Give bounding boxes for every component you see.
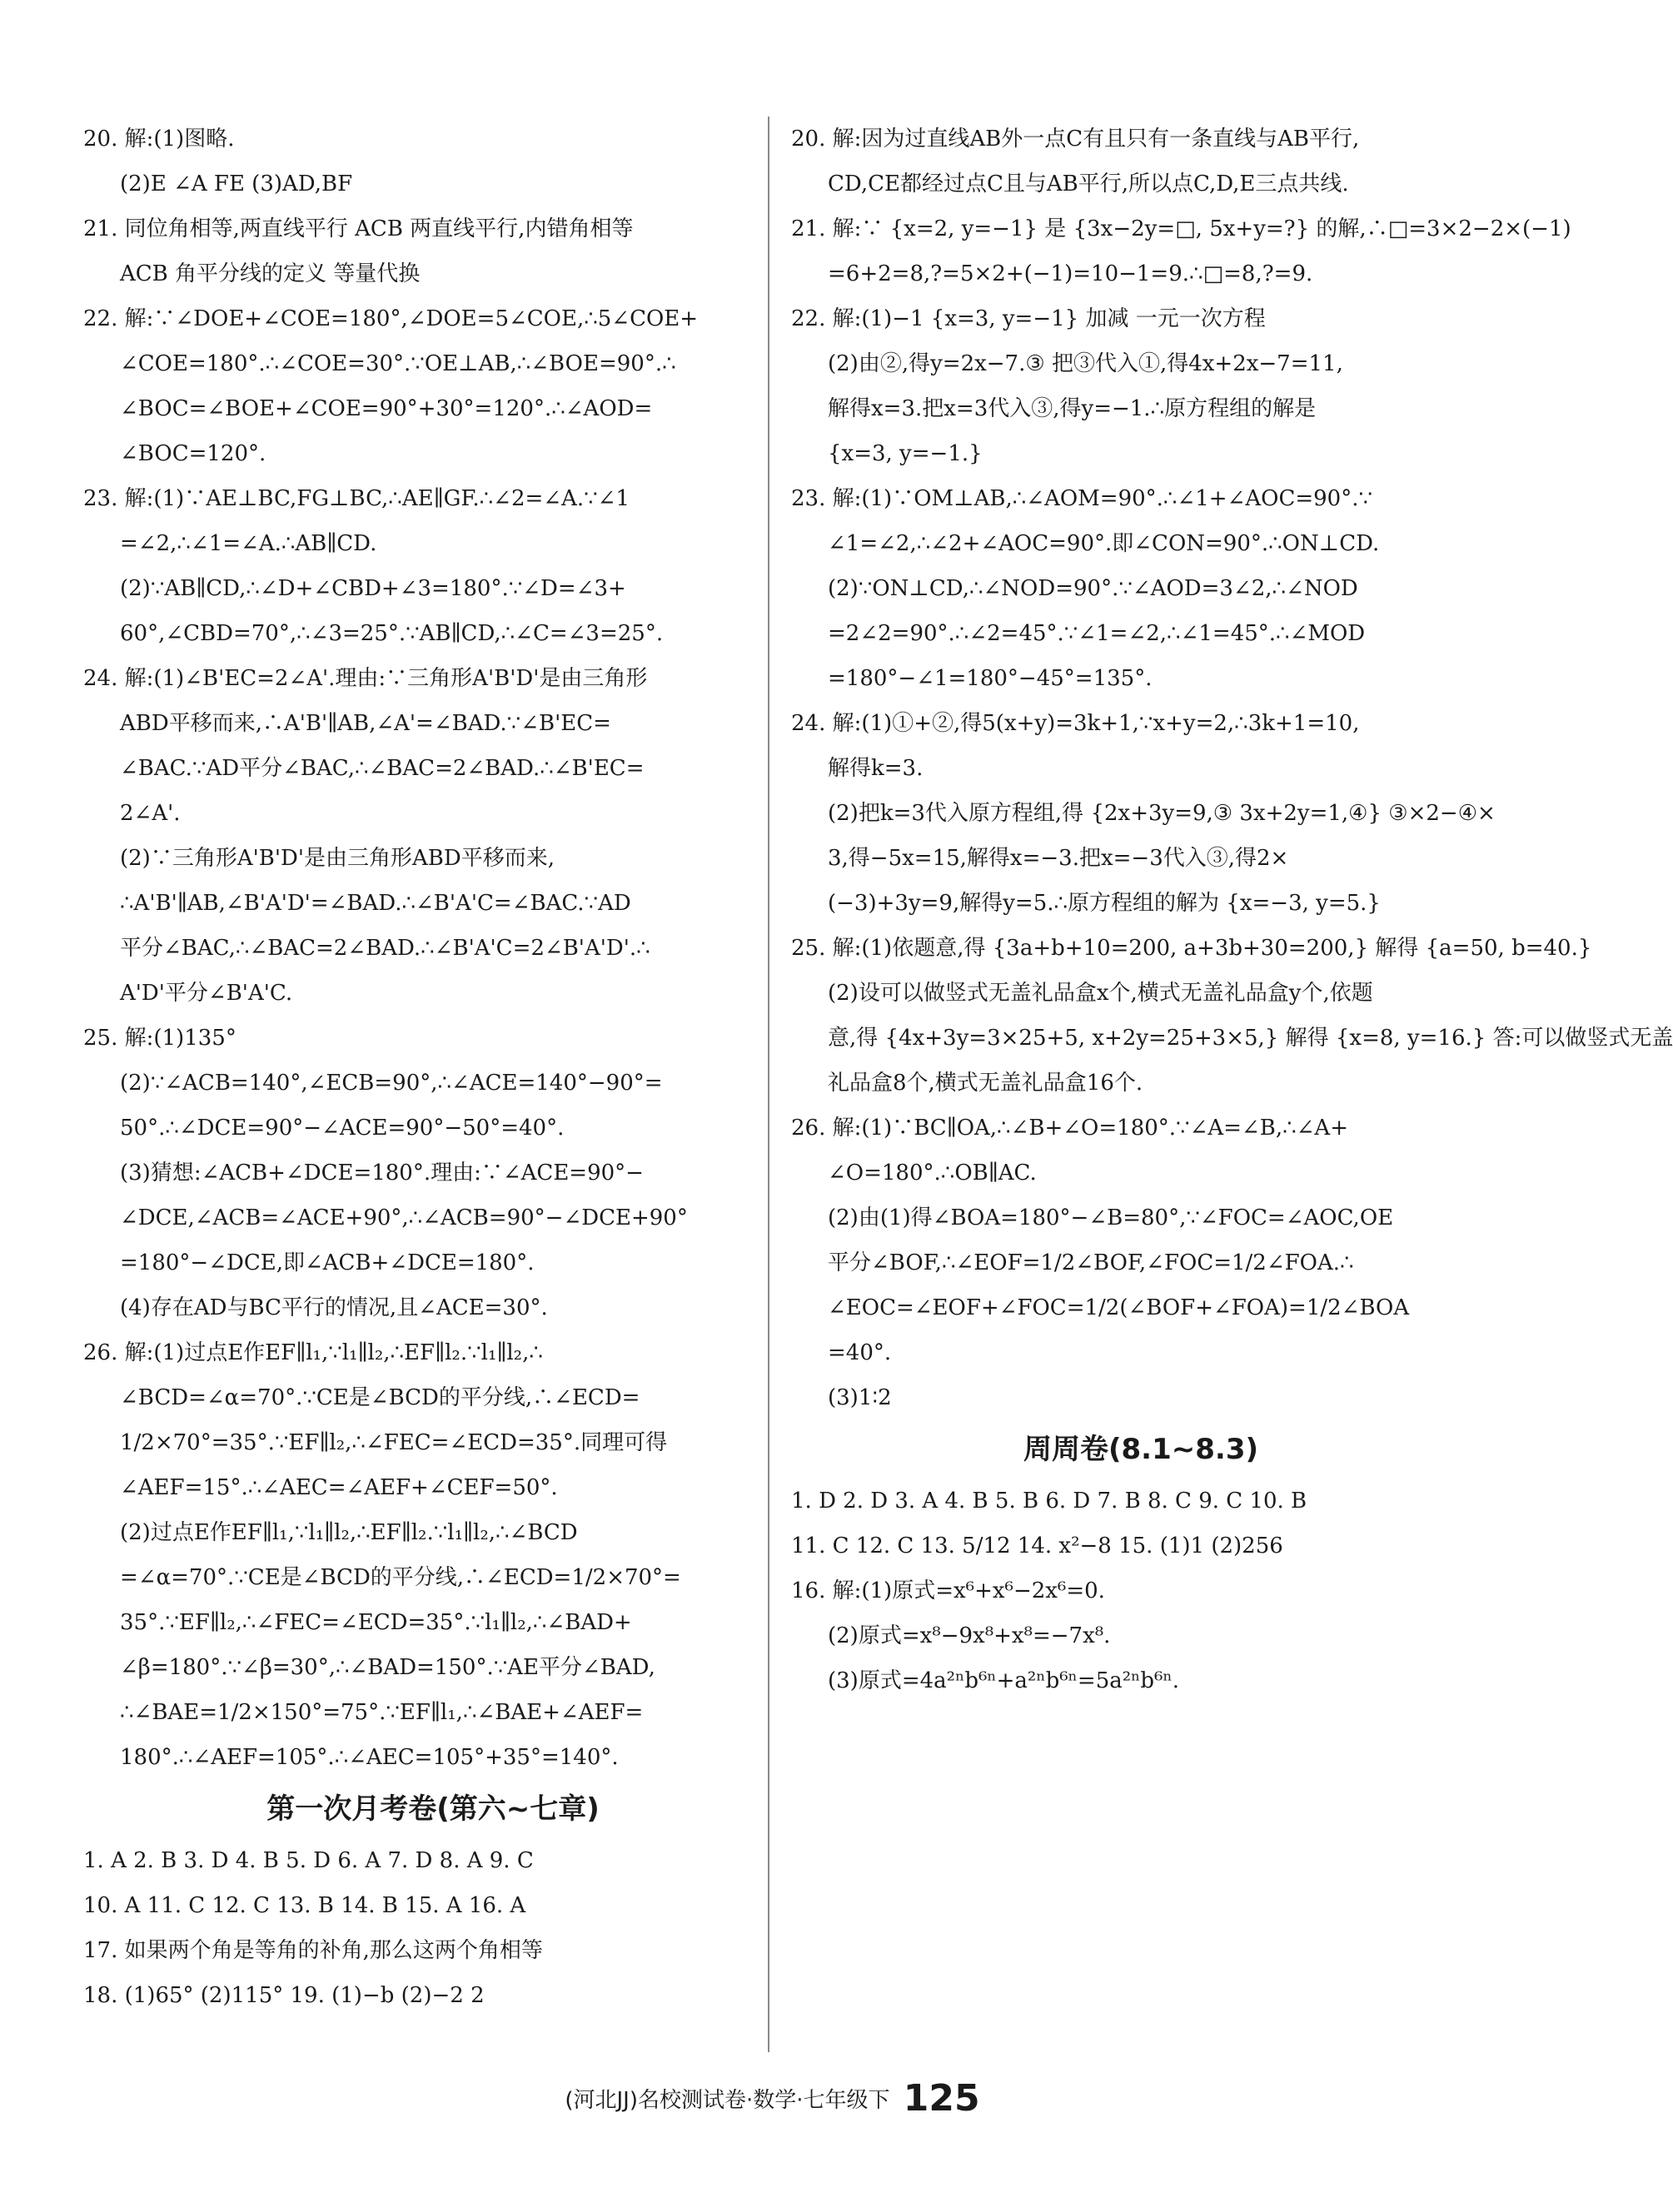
answer-line: {x=3, y=−1.}	[828, 441, 983, 466]
answer-line: ∠BAC.∵AD平分∠BAC,∴∠BAC=2∠BAD.∴∠B'EC=	[120, 756, 645, 781]
answer-line: ∠1=∠2,∴∠2+∠AOC=90°.即∠CON=90°.∴ON⊥CD.	[828, 531, 1380, 556]
answer-line: 26. 解:(1)∵BC∥OA,∴∠B+∠O=180°.∵∠A=∠B,∴∠A+	[791, 1116, 1348, 1141]
left-column	[83, 117, 783, 2018]
section-heading: 周周卷(8.1~8.3)	[1023, 1433, 1259, 1466]
answer-line: 16. 解:(1)原式=x⁶+x⁶−2x⁶=0.	[791, 1578, 1105, 1603]
answer-line: (2)∵ON⊥CD,∴∠NOD=90°.∵∠AOD=3∠2,∴∠NOD	[828, 576, 1358, 601]
answer-line: ∠COE=180°.∴∠COE=30°.∵OE⊥AB,∴∠BOE=90°.∴	[120, 351, 676, 376]
page-footer	[0, 2077, 1545, 2120]
answer-line: =180°−∠1=180°−45°=135°.	[828, 666, 1153, 691]
answer-line: 1/2×70°=35°.∵EF∥l₂,∴∠FEC=∠ECD=35°.同理可得	[120, 1430, 668, 1455]
answer-line: =2∠2=90°.∴∠2=45°.∵∠1=∠2,∴∠1=45°.∴∠MOD	[828, 621, 1366, 646]
column-divider	[768, 117, 769, 2052]
answer-line: 11. C 12. C 13. 5/12 14. x²−8 15. (1)1 (2)256	[791, 1533, 1283, 1558]
answer-line: ∠O=180°.∴OB∥AC.	[828, 1161, 1037, 1186]
answer-line: 礼品盒8个,横式无盖礼品盒16个.	[828, 1071, 1143, 1096]
answer-line: ∠β=180°.∵∠β=30°,∴∠BAD=150°.∵AE平分∠BAD,	[120, 1655, 655, 1680]
answer-line: 50°.∴∠DCE=90°−∠ACE=90°−50°=40°.	[120, 1116, 565, 1141]
answer-line: =∠2,∴∠1=∠A.∴AB∥CD.	[120, 531, 377, 556]
answer-line: CD,CE都经过点C且与AB平行,所以点C,D,E三点共线.	[828, 171, 1349, 196]
answer-line: 意,得 {4x+3y=3×25+5, x+2y=25+3×5,} 解得 {x=8, y=16.} 答:可以做竖式无盖	[828, 1026, 1673, 1051]
answer-line: 18. (1)65° (2)115° 19. (1)−b (2)−2 2	[83, 1983, 485, 2008]
answer-line: 平分∠BAC,∴∠BAC=2∠BAD.∴∠B'A'C=2∠B'A'D'.∴	[120, 936, 650, 961]
answer-line: (2)∵AB∥CD,∴∠D+∠CBD+∠3=180°.∵∠D=∠3+	[120, 576, 626, 601]
answer-line: ACB 角平分线的定义 等量代换	[120, 261, 421, 286]
answer-line: ∠AEF=15°.∴∠AEC=∠AEF+∠CEF=50°.	[120, 1475, 558, 1500]
answer-line: 24. 解:(1)∠B'EC=2∠A'.理由:∵三角形A'B'D'是由三角形	[83, 666, 648, 691]
section-heading: 第一次月考卷(第六~七章)	[266, 1792, 600, 1826]
answer-line: 22. 解:∵∠DOE+∠COE=180°,∠DOE=5∠COE,∴5∠COE+	[83, 306, 699, 331]
answer-line: (2)∵∠ACB=140°,∠ECB=90°,∴∠ACE=140°−90°=	[120, 1071, 663, 1096]
answer-line: A'D'平分∠B'A'C.	[120, 981, 293, 1006]
answer-line: =∠α=70°.∵CE是∠BCD的平分线,∴∠ECD=1/2×70°=	[120, 1565, 681, 1590]
answer-line: 2∠A'.	[120, 801, 181, 826]
answer-line: 21. 解:∵ {x=2, y=−1} 是 {3x−2y=□, 5x+y=?} 的解,∴□=3×2−2×(−1)	[791, 216, 1571, 241]
page-number: 125	[903, 2077, 980, 2120]
answer-line: 平分∠BOF,∴∠EOF=1/2∠BOF,∠FOC=1/2∠FOA.∴	[828, 1250, 1354, 1275]
answer-line: 180°.∴∠AEF=105°.∴∠AEC=105°+35°=140°.	[120, 1745, 619, 1770]
answer-line: 60°,∠CBD=70°,∴∠3=25°.∵AB∥CD,∴∠C=∠3=25°.	[120, 621, 664, 646]
answer-line: (3)猜想:∠ACB+∠DCE=180°.理由:∵∠ACE=90°−	[120, 1161, 644, 1186]
answer-line: 25. 解:(1)135°	[83, 1026, 237, 1051]
right-column	[791, 117, 1673, 1703]
answer-line: 3,得−5x=15,解得x=−3.把x=−3代入③,得2×	[828, 846, 1289, 871]
answer-line: 21. 同位角相等,两直线平行 ACB 两直线平行,内错角相等	[83, 216, 634, 241]
answer-line: (2)由(1)得∠BOA=180°−∠B=80°,∵∠FOC=∠AOC,OE	[828, 1205, 1394, 1230]
answer-line: 10. A 11. C 12. C 13. B 14. B 15. A 16. A	[83, 1893, 526, 1918]
answer-line: (2)把k=3代入原方程组,得 {2x+3y=9,③ 3x+2y=1,④} ③×2−④×	[828, 801, 1496, 826]
answer-line: 1. A 2. B 3. D 4. B 5. D 6. A 7. D 8. A 9. C	[83, 1848, 534, 1873]
answer-line: (2)原式=x⁸−9x⁸+x⁸=−7x⁸.	[828, 1623, 1111, 1648]
answer-line: ∠BOC=∠BOE+∠COE=90°+30°=120°.∴∠AOD=	[120, 396, 653, 421]
answer-line: (2)E ∠A FE (3)AD,BF	[120, 171, 353, 196]
answer-line: ∠EOC=∠EOF+∠FOC=1/2(∠BOF+∠FOA)=1/2∠BOA	[828, 1295, 1410, 1320]
answer-line: (2)由②,得y=2x−7.③ 把③代入①,得4x+2x−7=11,	[828, 351, 1343, 376]
answer-line: (2)设可以做竖式无盖礼品盒x个,横式无盖礼品盒y个,依题	[828, 981, 1373, 1006]
answer-line: ∠BOC=120°.	[120, 441, 266, 466]
answer-line: (3)1∶2	[828, 1385, 892, 1410]
answer-line: 1. D 2. D 3. A 4. B 5. B 6. D 7. B 8. C 9. C 10. B	[791, 1489, 1307, 1514]
answer-line: ABD平移而来,∴A'B'∥AB,∠A'=∠BAD.∵∠B'EC=	[120, 711, 611, 736]
answer-line: (2)∵三角形A'B'D'是由三角形ABD平移而来,	[120, 846, 555, 871]
answer-line: ∴A'B'∥AB,∠B'A'D'=∠BAD.∴∠B'A'C=∠BAC.∵AD	[120, 891, 631, 916]
answer-line: ∠BCD=∠α=70°.∵CE是∠BCD的平分线,∴∠ECD=	[120, 1385, 640, 1410]
answer-line: =180°−∠DCE,即∠ACB+∠DCE=180°.	[120, 1250, 535, 1275]
answer-line: (3)原式=4a²ⁿb⁶ⁿ+a²ⁿb⁶ⁿ=5a²ⁿb⁶ⁿ.	[828, 1668, 1179, 1693]
answer-line: 22. 解:(1)−1 {x=3, y=−1} 加减 一元一次方程	[791, 306, 1266, 331]
answer-line: 20. 解:(1)图略.	[83, 127, 235, 152]
answer-line: 20. 解:因为过直线AB外一点C有且只有一条直线与AB平行,	[791, 127, 1360, 152]
answer-line: ∠DCE,∠ACB=∠ACE+90°,∴∠ACB=90°−∠DCE+90°	[120, 1205, 688, 1230]
answer-line: =40°.	[828, 1340, 892, 1365]
answer-line: 17. 如果两个角是等角的补角,那么这两个角相等	[83, 1938, 543, 1963]
answer-line: ∴∠BAE=1/2×150°=75°.∵EF∥l₁,∴∠BAE+∠AEF=	[120, 1700, 644, 1725]
answer-line: 25. 解:(1)依题意,得 {3a+b+10=200, a+3b+30=200,} 解得 {a=50, b=40.}	[791, 936, 1592, 961]
answer-line: 35°.∵EF∥l₂,∴∠FEC=∠ECD=35°.∵l₁∥l₂,∴∠BAD+	[120, 1610, 632, 1635]
answer-line: 解得x=3.把x=3代入③,得y=−1.∴原方程组的解是	[828, 396, 1317, 421]
answer-line: (4)存在AD与BC平行的情况,且∠ACE=30°.	[120, 1295, 548, 1320]
answer-line: 23. 解:(1)∵AE⊥BC,FG⊥BC,∴AE∥GF.∴∠2=∠A.∵∠1	[83, 486, 630, 511]
answer-line: 解得k=3.	[828, 756, 924, 781]
answer-line: 26. 解:(1)过点E作EF∥l₁,∵l₁∥l₂,∴EF∥l₂.∵l₁∥l₂,∴	[83, 1340, 543, 1365]
answer-line: =6+2=8,?=5×2+(−1)=10−1=9.∴□=8,?=9.	[828, 261, 1313, 286]
answer-line: (−3)+3y=9,解得y=5.∴原方程组的解为 {x=−3, y=5.}	[828, 891, 1381, 916]
answer-line: 23. 解:(1)∵OM⊥AB,∴∠AOM=90°.∴∠1+∠AOC=90°.∵	[791, 486, 1373, 511]
answer-line: (2)过点E作EF∥l₁,∵l₁∥l₂,∴EF∥l₂.∵l₁∥l₂,∴∠BCD	[120, 1520, 578, 1545]
answer-line: 24. 解:(1)①+②,得5(x+y)=3k+1,∵x+y=2,∴3k+1=10,	[791, 711, 1360, 736]
footer-title: (河北JJ)名校测试卷·数学·七年级下	[565, 2088, 890, 2113]
